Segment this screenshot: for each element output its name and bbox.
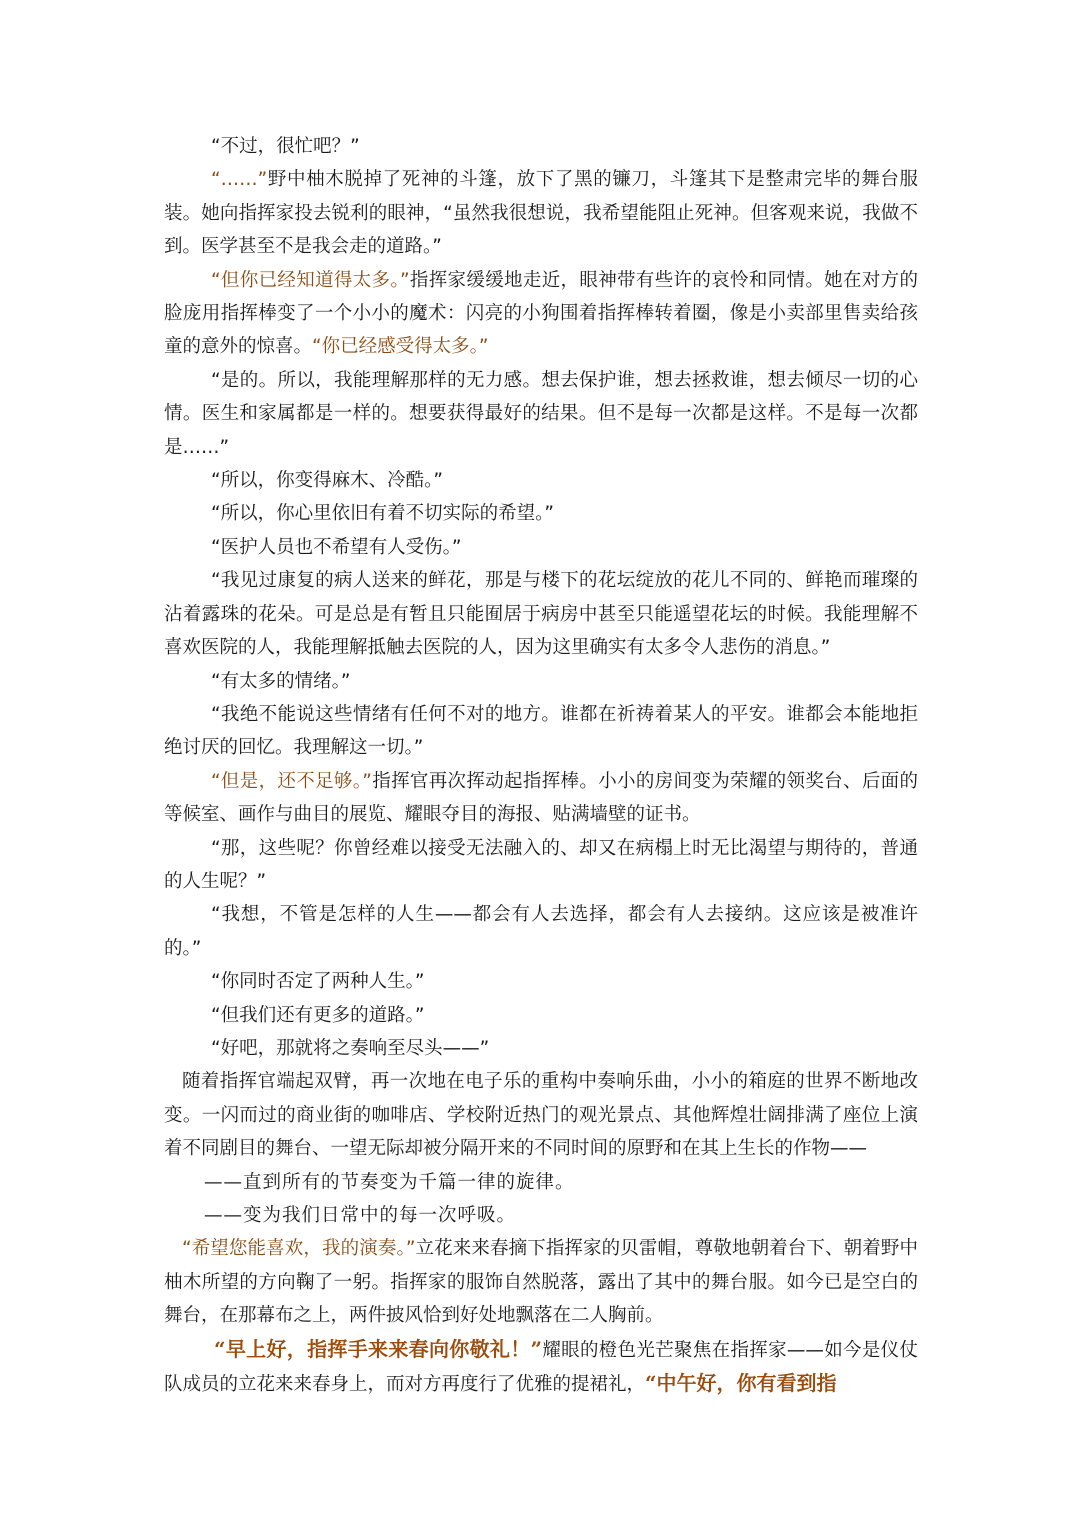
narration-text: 指挥官再次挥动起指挥棒。小小的房间变为荣耀的领奖台、后面的等候室、画作与曲目的展览、耀眼夺目的海报、贴满墙壁的证书。 [164, 770, 918, 826]
narration-text: 随着指挥官端起双臂，再一次地在电子乐的重构中奏响乐曲，小小的箱庭的世界不断地改变。一闪而过的商业街的咖啡店、学校附近热门的观光景点、其他辉煌壮阔排满了座位上演着不同剧目的舞台、一望无际却被分隔开来的不同时间的原野和在其上生长的作物—— [164, 1071, 918, 1160]
paragraph [164, 1199, 918, 1232]
paragraph [164, 665, 918, 698]
narration-text: 指挥家缓缓地走近，眼神带有些许的哀怜和同情。她在对方的脸庞用指挥棒变了一个小小的魔术：闪亮的小狗围着指挥棒转着圈，像是小卖部里售卖给孩童的意外的惊喜。 [164, 269, 918, 358]
paragraph [164, 965, 918, 998]
paragraph [164, 999, 918, 1032]
stylized-line: ——直到所有的节奏变为千篇一律的旋律。 [204, 1171, 575, 1193]
dialogue-line: “我绝不能说这些情绪有任何不对的地方。谁都在祈祷着某人的平安。谁都会本能地拒绝讨厌的回忆。我理解这一切。” [164, 703, 918, 759]
dialogue-line: “你已经感受得太多。” [312, 336, 489, 358]
dialogue-line: “好吧，那就将之奏响至尽头——” [211, 1037, 490, 1059]
paragraph [164, 898, 918, 965]
dialogue-line: “我见过康复的病人送来的鲜花，那是与楼下的花坛绽放的花儿不同的、鲜艳而璀璨的沾着露珠的花朵。可是总是有暂且只能囿居于病房中甚至只能遥望花坛的时候。我能理解不喜欢医院的人，我能理解抵触去医院的人，因为这里确实有太多令人悲伤的消息。” [164, 570, 918, 659]
dialogue-line: “但是，还不足够。” [211, 770, 372, 792]
paragraph [164, 531, 918, 564]
paragraph [164, 264, 918, 364]
dialogue-line: “所以，你心里依旧有着不切实际的希望。” [211, 503, 554, 525]
paragraph [164, 564, 918, 664]
stylized-line: ——变为我们日常中的每一次呼吸。 [204, 1205, 517, 1226]
dialogue-line: “……” [211, 169, 268, 191]
dialogue-line: “是的。所以，我能理解那样的无力感。想去保护谁，想去拯救谁，想去倾尽一切的心情。医生和家属都是一样的。想要获得最好的结果。但不是每一次都是这样。不是每一次都是……” [164, 369, 918, 458]
emphasized-dialogue: “中午好，你有看到指 [645, 1371, 837, 1396]
dialogue-line: “但你已经知道得太多。” [211, 269, 410, 291]
dialogue-line: “有太多的情绪。” [211, 670, 351, 692]
dialogue-line: “那，这些呢？你曾经难以接受无法融入的、却又在病榻上时无比渴望与期待的，普通的人生呢？” [164, 837, 918, 892]
paragraph [164, 1232, 918, 1332]
paragraph [164, 1166, 918, 1199]
paragraph [164, 364, 918, 464]
dialogue-line: “希望您能喜欢，我的演奏。” [182, 1238, 416, 1260]
dialogue-line: “医护人员也不希望有人受伤。” [211, 536, 462, 558]
narration-text: 野中柚木脱掉了死神的斗篷，放下了黑的镰刀，斗篷其下是整肃完毕的舞台服装。她向指挥家投去锐利的眼神，“虽然我很想说，我希望能阻止死神。但客观来说，我做不到。医学甚至不是我会走的道路。” [164, 169, 918, 258]
narration-text: 耀眼的橙色光芒聚焦在指挥家——如今是仪仗队成员的立花来来春身上，而对方再度行了优雅的提裙礼， [164, 1339, 918, 1396]
dialogue-line: “你同时否定了两种人生。” [211, 971, 425, 993]
dialogue-line: “但我们还有更多的道路。” [211, 1004, 425, 1026]
dialogue-line: “所以，你变得麻木、冷酷。” [211, 470, 443, 492]
emphasized-dialogue: “早上好，指挥手来来春向你敬礼！” [214, 1336, 543, 1361]
paragraph [164, 130, 918, 163]
document-page [164, 130, 918, 1401]
paragraph [164, 464, 918, 497]
paragraph [164, 1065, 918, 1165]
paragraph [164, 163, 918, 263]
paragraph [164, 832, 918, 899]
paragraph [164, 698, 918, 765]
paragraph [164, 1333, 918, 1402]
dialogue-line: “不过，很忙吧？” [211, 136, 360, 157]
paragraph [164, 1032, 918, 1065]
dialogue-line: “我想，不管是怎样的人生——都会有人去选择，都会有人去接纳。这应该是被准许的。” [164, 904, 918, 959]
narration-text: 立花来来春摘下指挥家的贝雷帽，尊敬地朝着台下、朝着野中柚木所望的方向鞠了一躬。指挥家的服饰自然脱落，露出了其中的舞台服。如今已是空白的舞台，在那幕布之上，两件披风恰到好处地飘落在二人胸前。 [164, 1238, 918, 1327]
paragraph [164, 497, 918, 530]
paragraph [164, 765, 918, 832]
